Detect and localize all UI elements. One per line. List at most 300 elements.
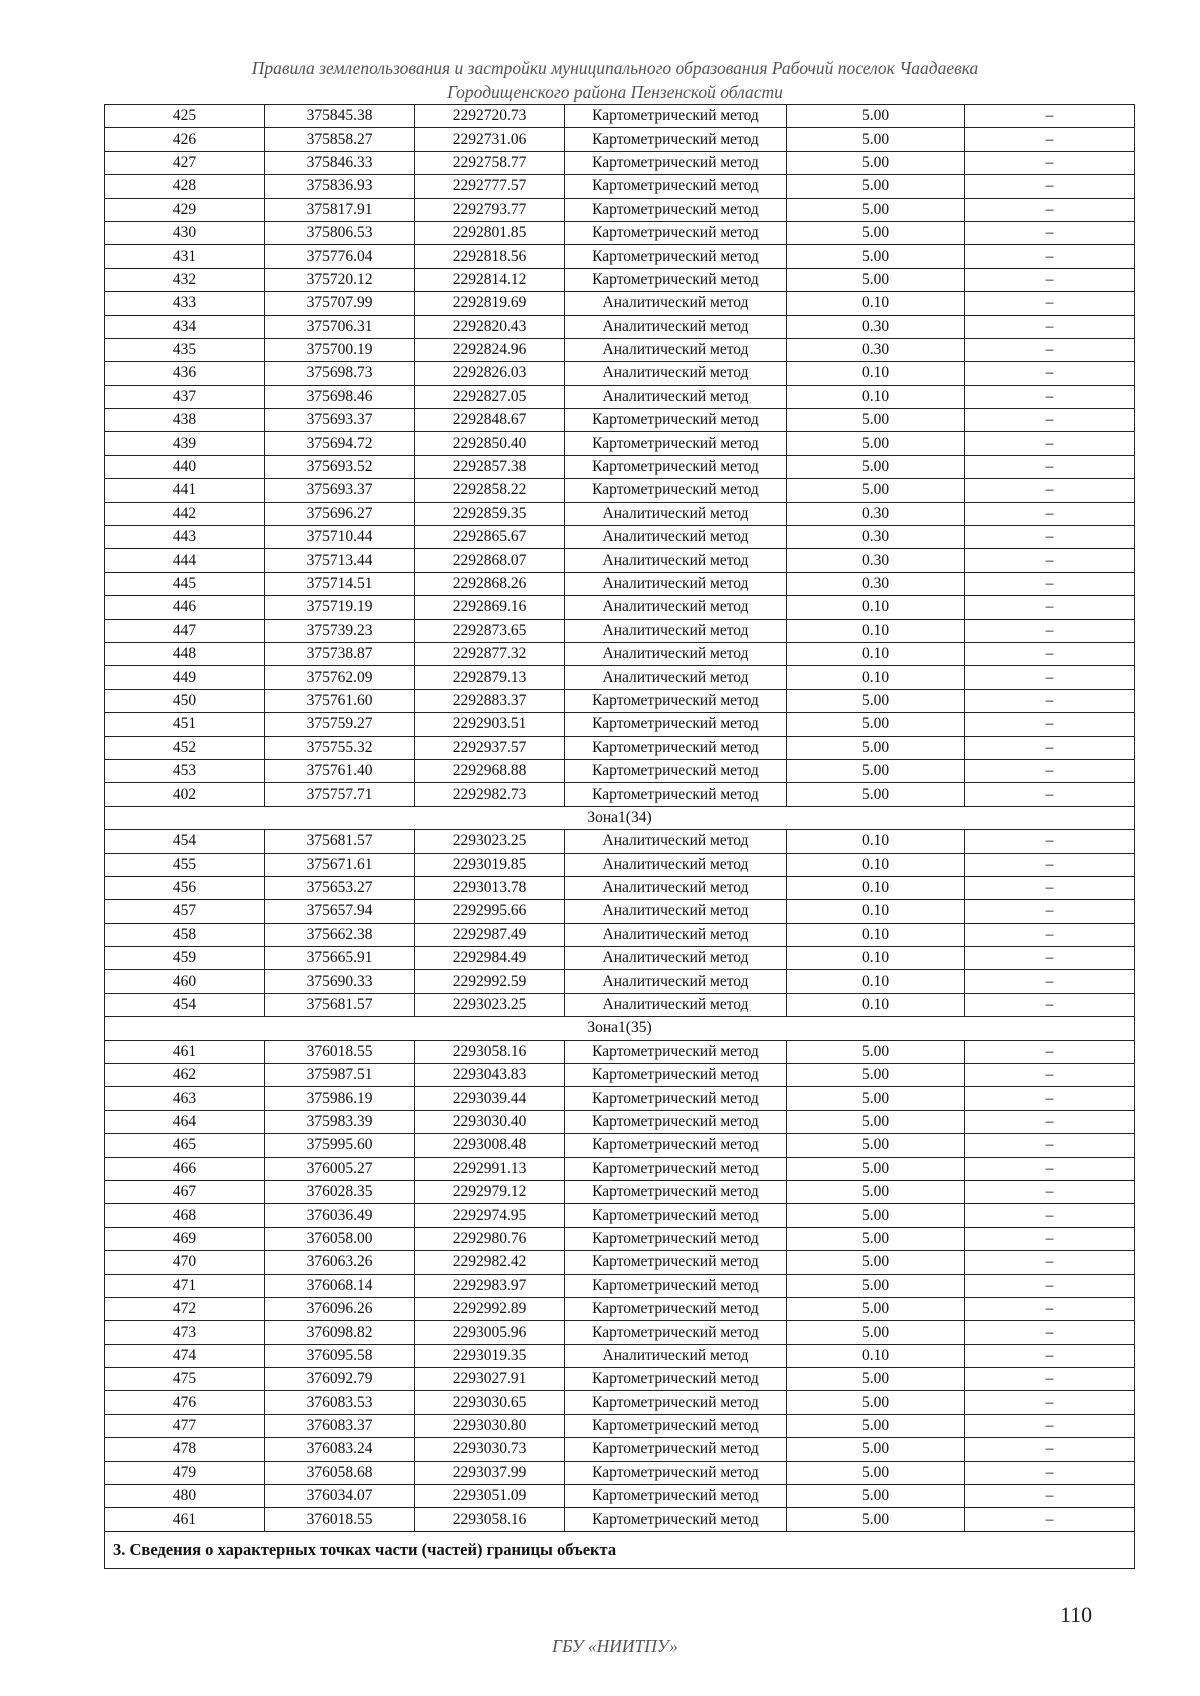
x-coordinate-cell: 375983.39 [265,1110,415,1133]
table-row [105,502,1135,525]
x-coordinate-cell: 376098.82 [265,1321,415,1344]
y-coordinate-cell: 2292983.97 [415,1274,565,1297]
table-row [105,876,1135,899]
description-cell: – [965,105,1135,128]
accuracy-cell: 5.00 [787,409,965,432]
method-cell: Картометрический метод [565,1064,787,1087]
y-coordinate-cell: 2292731.06 [415,128,565,151]
method-cell: Аналитический метод [565,900,787,923]
accuracy-cell: 5.00 [787,1438,965,1461]
accuracy-cell: 0.10 [787,947,965,970]
table-row [105,713,1135,736]
point-number-cell: 434 [105,315,265,338]
point-number-cell: 453 [105,759,265,782]
method-cell: Аналитический метод [565,526,787,549]
table-row [105,1040,1135,1063]
x-coordinate-cell: 375693.52 [265,455,415,478]
point-number-cell: 443 [105,526,265,549]
point-number-cell: 463 [105,1087,265,1110]
description-cell: – [965,1508,1135,1531]
description-cell: – [965,947,1135,970]
accuracy-cell: 0.10 [787,385,965,408]
table-row [105,105,1135,128]
point-number-cell: 465 [105,1134,265,1157]
y-coordinate-cell: 2292868.07 [415,549,565,572]
table-row [105,245,1135,268]
y-coordinate-cell: 2293058.16 [415,1040,565,1063]
table-row [105,338,1135,361]
x-coordinate-cell: 375693.37 [265,409,415,432]
accuracy-cell: 0.10 [787,993,965,1016]
x-coordinate-cell: 375987.51 [265,1064,415,1087]
x-coordinate-cell: 375846.33 [265,151,415,174]
table-row [105,970,1135,993]
x-coordinate-cell: 376058.00 [265,1227,415,1250]
method-cell: Аналитический метод [565,549,787,572]
y-coordinate-cell: 2292992.89 [415,1297,565,1320]
y-coordinate-cell: 2292979.12 [415,1180,565,1203]
y-coordinate-cell: 2293027.91 [415,1368,565,1391]
point-number-cell: 477 [105,1414,265,1437]
y-coordinate-cell: 2293037.99 [415,1461,565,1484]
description-cell: – [965,1461,1135,1484]
description-cell: – [965,1180,1135,1203]
method-cell: Аналитический метод [565,947,787,970]
x-coordinate-cell: 376036.49 [265,1204,415,1227]
description-cell: – [965,549,1135,572]
x-coordinate-cell: 375710.44 [265,526,415,549]
table-row [105,853,1135,876]
y-coordinate-cell: 2292818.56 [415,245,565,268]
description-cell: – [965,1064,1135,1087]
y-coordinate-cell: 2292826.03 [415,362,565,385]
accuracy-cell: 5.00 [787,1204,965,1227]
accuracy-cell: 5.00 [787,432,965,455]
y-coordinate-cell: 2292869.16 [415,596,565,619]
y-coordinate-cell: 2293039.44 [415,1087,565,1110]
point-number-cell: 462 [105,1064,265,1087]
zone-title: Зона1(34) [105,806,1135,829]
table-row [105,689,1135,712]
y-coordinate-cell: 2292857.38 [415,455,565,478]
point-number-cell: 452 [105,736,265,759]
point-number-cell: 472 [105,1297,265,1320]
description-cell: – [965,853,1135,876]
description-cell: – [965,245,1135,268]
accuracy-cell: 0.10 [787,619,965,642]
table-row [105,759,1135,782]
table-row [105,900,1135,923]
zone-row [105,806,1135,829]
method-cell: Картометрический метод [565,1040,787,1063]
x-coordinate-cell: 375653.27 [265,876,415,899]
accuracy-cell: 5.00 [787,1321,965,1344]
table-row [105,268,1135,291]
method-cell: Аналитический метод [565,923,787,946]
table-row [105,128,1135,151]
description-cell: – [965,1485,1135,1508]
y-coordinate-cell: 2292937.57 [415,736,565,759]
description-cell: – [965,759,1135,782]
point-number-cell: 426 [105,128,265,151]
x-coordinate-cell: 375836.93 [265,175,415,198]
x-coordinate-cell: 376096.26 [265,1297,415,1320]
accuracy-cell: 5.00 [787,1227,965,1250]
point-number-cell: 460 [105,970,265,993]
method-cell: Аналитический метод [565,642,787,665]
point-number-cell: 433 [105,292,265,315]
point-number-cell: 449 [105,666,265,689]
y-coordinate-cell: 2293030.80 [415,1414,565,1437]
y-coordinate-cell: 2293013.78 [415,876,565,899]
method-cell: Картометрический метод [565,1321,787,1344]
y-coordinate-cell: 2292820.43 [415,315,565,338]
description-cell: – [965,736,1135,759]
description-cell: – [965,666,1135,689]
table-row [105,292,1135,315]
method-cell: Картометрический метод [565,1087,787,1110]
y-coordinate-cell: 2292873.65 [415,619,565,642]
table-row [105,572,1135,595]
point-number-cell: 478 [105,1438,265,1461]
description-cell: – [965,1134,1135,1157]
description-cell: – [965,362,1135,385]
method-cell: Аналитический метод [565,385,787,408]
description-cell: – [965,876,1135,899]
table-row [105,198,1135,221]
table-row [105,1508,1135,1531]
accuracy-cell: 0.10 [787,362,965,385]
point-number-cell: 441 [105,479,265,502]
table-row [105,947,1135,970]
method-cell: Картометрический метод [565,736,787,759]
x-coordinate-cell: 375762.09 [265,666,415,689]
point-number-cell: 445 [105,572,265,595]
method-cell: Картометрический метод [565,198,787,221]
accuracy-cell: 5.00 [787,1461,965,1484]
accuracy-cell: 5.00 [787,736,965,759]
method-cell: Картометрический метод [565,1204,787,1227]
table-row [105,1485,1135,1508]
point-number-cell: 432 [105,268,265,291]
point-number-cell: 435 [105,338,265,361]
point-number-cell: 479 [105,1461,265,1484]
accuracy-cell: 5.00 [787,1180,965,1203]
table-row [105,1391,1135,1414]
description-cell: – [965,1157,1135,1180]
description-cell: – [965,1040,1135,1063]
method-cell: Картометрический метод [565,432,787,455]
table-row [105,1204,1135,1227]
point-number-cell: 458 [105,923,265,946]
accuracy-cell: 0.30 [787,315,965,338]
point-number-cell: 466 [105,1157,265,1180]
table-row [105,1180,1135,1203]
description-cell: – [965,572,1135,595]
accuracy-cell: 5.00 [787,221,965,244]
method-cell: Картометрический метод [565,479,787,502]
method-cell: Картометрический метод [565,1180,787,1203]
point-number-cell: 454 [105,993,265,1016]
x-coordinate-cell: 375759.27 [265,713,415,736]
accuracy-cell: 5.00 [787,245,965,268]
x-coordinate-cell: 375714.51 [265,572,415,595]
x-coordinate-cell: 375698.73 [265,362,415,385]
point-number-cell: 474 [105,1344,265,1367]
x-coordinate-cell: 376083.37 [265,1414,415,1437]
method-cell: Аналитический метод [565,362,787,385]
y-coordinate-cell: 2292987.49 [415,923,565,946]
x-coordinate-cell: 376092.79 [265,1368,415,1391]
description-cell: – [965,1087,1135,1110]
table-row [105,455,1135,478]
method-cell: Аналитический метод [565,338,787,361]
y-coordinate-cell: 2292868.26 [415,572,565,595]
method-cell: Картометрический метод [565,689,787,712]
description-cell: – [965,1391,1135,1414]
section-row [105,1531,1135,1568]
x-coordinate-cell: 375986.19 [265,1087,415,1110]
method-cell: Аналитический метод [565,993,787,1016]
point-number-cell: 456 [105,876,265,899]
accuracy-cell: 5.00 [787,783,965,806]
description-cell: – [965,1297,1135,1320]
y-coordinate-cell: 2292793.77 [415,198,565,221]
x-coordinate-cell: 375700.19 [265,338,415,361]
accuracy-cell: 0.30 [787,502,965,525]
accuracy-cell: 5.00 [787,1485,965,1508]
y-coordinate-cell: 2292995.66 [415,900,565,923]
method-cell: Картометрический метод [565,151,787,174]
table-row [105,409,1135,432]
x-coordinate-cell: 375739.23 [265,619,415,642]
point-number-cell: 446 [105,596,265,619]
y-coordinate-cell: 2292903.51 [415,713,565,736]
y-coordinate-cell: 2293030.73 [415,1438,565,1461]
point-number-cell: 480 [105,1485,265,1508]
method-cell: Картометрический метод [565,1134,787,1157]
coordinates-table [104,104,1135,1569]
point-number-cell: 470 [105,1251,265,1274]
table-row [105,221,1135,244]
accuracy-cell: 5.00 [787,479,965,502]
table-row [105,1227,1135,1250]
x-coordinate-cell: 375776.04 [265,245,415,268]
x-coordinate-cell: 375696.27 [265,502,415,525]
point-number-cell: 402 [105,783,265,806]
method-cell: Картометрический метод [565,128,787,151]
description-cell: – [965,315,1135,338]
table-row [105,666,1135,689]
method-cell: Картометрический метод [565,1368,787,1391]
point-number-cell: 428 [105,175,265,198]
accuracy-cell: 0.10 [787,970,965,993]
description-cell: – [965,619,1135,642]
coordinates-table-body [105,105,1135,1569]
description-cell: – [965,128,1135,151]
point-number-cell: 448 [105,642,265,665]
method-cell: Аналитический метод [565,970,787,993]
x-coordinate-cell: 376018.55 [265,1040,415,1063]
description-cell: – [965,455,1135,478]
method-cell: Картометрический метод [565,1110,787,1133]
y-coordinate-cell: 2292984.49 [415,947,565,970]
point-number-cell: 461 [105,1040,265,1063]
table-row [105,385,1135,408]
description-cell: – [965,642,1135,665]
zone-title: Зона1(35) [105,1017,1135,1040]
y-coordinate-cell: 2292850.40 [415,432,565,455]
method-cell: Аналитический метод [565,292,787,315]
table-row [105,1461,1135,1484]
method-cell: Аналитический метод [565,1344,787,1367]
table-row [105,1251,1135,1274]
method-cell: Аналитический метод [565,502,787,525]
table-row [105,151,1135,174]
y-coordinate-cell: 2292858.22 [415,479,565,502]
table-row [105,1134,1135,1157]
page-header [100,56,1130,104]
description-cell: – [965,923,1135,946]
point-number-cell: 469 [105,1227,265,1250]
x-coordinate-cell: 375817.91 [265,198,415,221]
page-footer: ГБУ «НИИТПУ» [552,1636,678,1656]
table-row [105,315,1135,338]
table-row [105,736,1135,759]
x-coordinate-cell: 375995.60 [265,1134,415,1157]
accuracy-cell: 5.00 [787,128,965,151]
accuracy-cell: 0.10 [787,596,965,619]
table-row [105,526,1135,549]
x-coordinate-cell: 375806.53 [265,221,415,244]
method-cell: Картометрический метод [565,783,787,806]
method-cell: Картометрический метод [565,713,787,736]
description-cell: – [965,292,1135,315]
x-coordinate-cell: 375761.60 [265,689,415,712]
table-row [105,923,1135,946]
method-cell: Картометрический метод [565,1274,787,1297]
x-coordinate-cell: 375719.19 [265,596,415,619]
table-row [105,549,1135,572]
y-coordinate-cell: 2292980.76 [415,1227,565,1250]
y-coordinate-cell: 2292859.35 [415,502,565,525]
description-cell: – [965,713,1135,736]
x-coordinate-cell: 376068.14 [265,1274,415,1297]
y-coordinate-cell: 2293019.85 [415,853,565,876]
page-number: 110 [1060,1602,1093,1627]
method-cell: Картометрический метод [565,409,787,432]
description-cell: – [965,993,1135,1016]
y-coordinate-cell: 2292982.42 [415,1251,565,1274]
point-number-cell: 457 [105,900,265,923]
accuracy-cell: 5.00 [787,1251,965,1274]
x-coordinate-cell: 375690.33 [265,970,415,993]
method-cell: Аналитический метод [565,619,787,642]
table-row [105,1297,1135,1320]
point-number-cell: 436 [105,362,265,385]
method-cell: Картометрический метод [565,1461,787,1484]
y-coordinate-cell: 2293051.09 [415,1485,565,1508]
table-row [105,619,1135,642]
point-number-cell: 451 [105,713,265,736]
accuracy-cell: 0.10 [787,900,965,923]
point-number-cell: 464 [105,1110,265,1133]
description-cell: – [965,1368,1135,1391]
accuracy-cell: 5.00 [787,1368,965,1391]
y-coordinate-cell: 2292865.67 [415,526,565,549]
description-cell: – [965,596,1135,619]
x-coordinate-cell: 375858.27 [265,128,415,151]
section-title: 3. Сведения о характерных точках части (частей) границы объекта [105,1531,1135,1568]
accuracy-cell: 5.00 [787,1064,965,1087]
table-row [105,830,1135,853]
x-coordinate-cell: 375706.31 [265,315,415,338]
method-cell: Картометрический метод [565,1391,787,1414]
y-coordinate-cell: 2292801.85 [415,221,565,244]
method-cell: Картометрический метод [565,105,787,128]
y-coordinate-cell: 2292991.13 [415,1157,565,1180]
point-number-cell: 442 [105,502,265,525]
y-coordinate-cell: 2292824.96 [415,338,565,361]
point-number-cell: 459 [105,947,265,970]
point-number-cell: 438 [105,409,265,432]
y-coordinate-cell: 2292819.69 [415,292,565,315]
method-cell: Аналитический метод [565,853,787,876]
x-coordinate-cell: 375720.12 [265,268,415,291]
y-coordinate-cell: 2293023.25 [415,993,565,1016]
x-coordinate-cell: 375662.38 [265,923,415,946]
description-cell: – [965,900,1135,923]
accuracy-cell: 5.00 [787,268,965,291]
table-row [105,175,1135,198]
description-cell: – [965,689,1135,712]
method-cell: Картометрический метод [565,1251,787,1274]
description-cell: – [965,783,1135,806]
method-cell: Картометрический метод [565,221,787,244]
y-coordinate-cell: 2292974.95 [415,1204,565,1227]
y-coordinate-cell: 2292883.37 [415,689,565,712]
description-cell: – [965,1344,1135,1367]
method-cell: Картометрический метод [565,268,787,291]
method-cell: Картометрический метод [565,245,787,268]
y-coordinate-cell: 2293043.83 [415,1064,565,1087]
description-cell: – [965,1438,1135,1461]
description-cell: – [965,338,1135,361]
description-cell: – [965,198,1135,221]
y-coordinate-cell: 2293023.25 [415,830,565,853]
point-number-cell: 476 [105,1391,265,1414]
method-cell: Картометрический метод [565,1438,787,1461]
description-cell: – [965,1227,1135,1250]
table-row [105,479,1135,502]
y-coordinate-cell: 2292992.59 [415,970,565,993]
accuracy-cell: 5.00 [787,1508,965,1531]
accuracy-cell: 5.00 [787,198,965,221]
method-cell: Аналитический метод [565,596,787,619]
table-row [105,1087,1135,1110]
x-coordinate-cell: 375755.32 [265,736,415,759]
table-row [105,1110,1135,1133]
description-cell: – [965,1110,1135,1133]
x-coordinate-cell: 375694.72 [265,432,415,455]
x-coordinate-cell: 375665.91 [265,947,415,970]
table-row [105,1064,1135,1087]
description-cell: – [965,432,1135,455]
method-cell: Картометрический метод [565,1157,787,1180]
accuracy-cell: 0.10 [787,923,965,946]
point-number-cell: 467 [105,1180,265,1203]
y-coordinate-cell: 2292848.67 [415,409,565,432]
